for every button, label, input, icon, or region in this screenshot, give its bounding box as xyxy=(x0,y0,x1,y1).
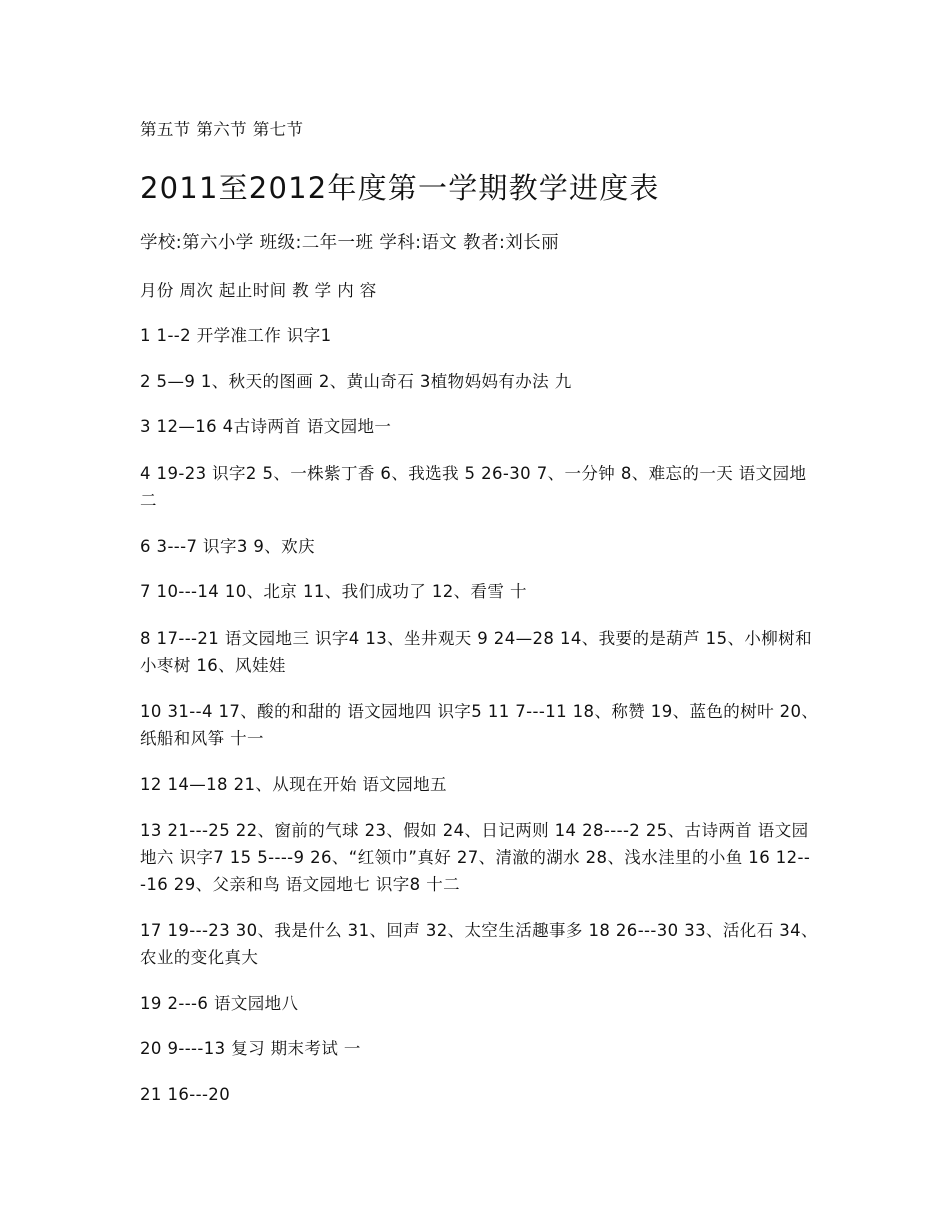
document-title: 2011至2012年度第一学期教学进度表 xyxy=(140,171,660,205)
schedule-row: 19 2---6 语文园地八 xyxy=(140,994,299,1013)
schedule-row: 8 17---21 语文园地三 识字4 13、坐井观天 9 24—28 14、我要的是葫芦 15、小柳树和小枣树 16、风娃娃 xyxy=(140,629,812,675)
section-line: 第五节 第六节 第七节 xyxy=(140,120,304,139)
schedule-row: 12 14—18 21、从现在开始 语文园地五 xyxy=(140,775,447,794)
schedule-row: 7 10---14 10、北京 11、我们成功了 12、看雪 十 xyxy=(140,582,527,601)
schedule-row: 20 9----13 复习 期末考试 一 xyxy=(140,1039,361,1058)
table-header: 月份 周次 起止时间 教 学 内 容 xyxy=(140,281,377,300)
schedule-row: 3 12—16 4古诗两首 语文园地一 xyxy=(140,417,392,436)
schedule-row: 10 31--4 17、酸的和甜的 语文园地四 识字5 11 7---11 18、称赞 19、蓝色的树叶 20、纸船和风筝 十一 xyxy=(140,702,819,748)
schedule-row: 1 1--2 开学准工作 识字1 xyxy=(140,326,332,345)
schedule-row: 17 19---23 30、我是什么 31、回声 32、太空生活趣事多 18 26---30 33、活化石 34、农业的变化真大 xyxy=(140,921,818,967)
schedule-row: 13 21---25 22、窗前的气球 23、假如 24、日记两则 14 28----2 25、古诗两首 语文园地六 识字7 15 5----9 26、“红领巾”真好 27、清澈的湖水 28、浅水洼里的小鱼 16 12---16 29、父亲和鸟 语文园地七 识字8 十二 xyxy=(140,821,811,894)
schedule-row: 2 5—9 1、秋天的图画 2、黄山奇石 3植物妈妈有办法 九 xyxy=(140,372,572,391)
schedule-row: 6 3---7 识字3 9、欢庆 xyxy=(140,537,315,556)
schedule-row: 4 19-23 识字2 5、一株紫丁香 6、我选我 5 26-30 7、一分钟 8、难忘的一天 语文园地二 xyxy=(140,464,807,510)
school-info: 学校:第六小学 班级:二年一班 学科:语文 教者:刘长丽 xyxy=(140,233,559,253)
schedule-row: 21 16---20 xyxy=(140,1085,231,1104)
